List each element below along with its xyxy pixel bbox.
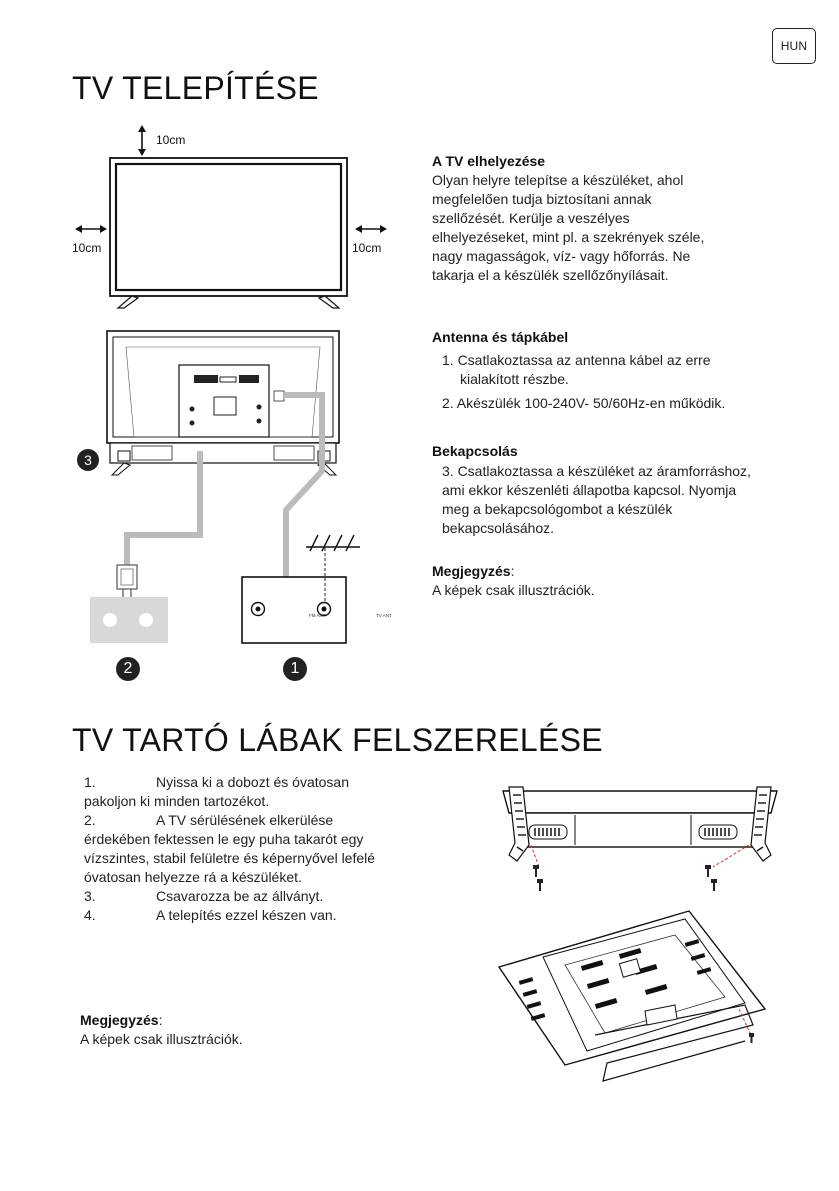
stand-section-title: TV TARTÓ LÁBAK FELSZERELÉSE xyxy=(72,722,603,758)
language-badge: HUN xyxy=(772,28,816,64)
antenna-item: 1. Csatlakoztassa az antenna kábel az erre xyxy=(442,352,711,368)
install-note-block: Megjegyzés: A képek csak illusztrációk. xyxy=(432,562,827,600)
placement-line: takarja el a készülék szellőzőnyílásait. xyxy=(432,267,669,283)
antenna-icon xyxy=(306,535,360,551)
right-clearance-label: 10cm xyxy=(352,241,382,255)
power-socket-icon xyxy=(90,597,168,643)
placement-line: nagy magasságok, víz- vagy hőforrás. Ne xyxy=(432,248,691,264)
fm-port-label: FM ANT xyxy=(309,613,326,618)
power-on-heading: Bekapcsolás xyxy=(432,443,518,459)
step-item-continuation: pakoljon ki minden tartozékot. xyxy=(84,793,270,809)
tv-front-icon xyxy=(110,158,347,308)
step-item-continuation: vízszintes, stabil felületre és képernyővel lefelé xyxy=(84,850,376,866)
tv-connection-diagram xyxy=(74,325,374,695)
step-item-continuation: érdekében fektessen le egy puha takarót egy xyxy=(84,831,364,847)
placement-block xyxy=(432,152,827,285)
stand-steps xyxy=(84,773,444,925)
tv-back-perspective-icon xyxy=(499,911,765,1065)
note-text: A képek csak illusztrációk. xyxy=(432,582,595,598)
placement-line: megfelelően tudja biztosítani annak xyxy=(432,191,652,207)
antenna-item-continuation: kialakított részbe. xyxy=(460,371,569,387)
placement-line: Olyan helyre telepítse a készüléket, ahol xyxy=(432,172,684,188)
placement-line: elhelyezéseket, mint pl. a szekrények széle, xyxy=(432,229,705,245)
screw-icon xyxy=(749,1033,754,1043)
power-on-line: 3. Csatlakoztassa a készüléket az áramforráshoz, xyxy=(442,463,751,479)
power-on-line: meg a bekapcsológombot a készülék xyxy=(442,501,673,517)
antenna-heading: Antenna és tápkábel xyxy=(432,329,569,345)
stand-note-heading: Megjegyzés xyxy=(80,1012,159,1028)
step-item: 4. A telepítés ezzel készen van. xyxy=(84,907,337,923)
power-on-line: bekapcsolásához. xyxy=(442,520,555,536)
antenna-wall-plate-icon xyxy=(242,547,346,643)
right-clearance-arrow xyxy=(355,225,387,233)
stand-note-text: A képek csak illusztrációk. xyxy=(80,1031,243,1047)
step-one-badge: 1 xyxy=(283,657,307,681)
top-clearance-label: 10cm xyxy=(156,133,186,147)
step-item: 1. Nyissa ki a dobozt és óvatosan xyxy=(84,774,349,790)
step-three-badge: 3 xyxy=(77,449,99,471)
left-clearance-arrow xyxy=(75,225,107,233)
screw-icon xyxy=(533,865,717,891)
tv-port-label: TV ANT xyxy=(376,613,392,618)
step-two-badge: 2 xyxy=(116,657,140,681)
stand-note-block: Megjegyzés: A képek csak illusztrációk. xyxy=(80,1011,440,1049)
placement-heading: A TV elhelyezése xyxy=(432,153,546,169)
step-item: 3. Csavarozza be az állványt. xyxy=(84,888,324,904)
stand-mounted-diagram xyxy=(495,905,775,1085)
tv-clearance-diagram xyxy=(60,118,400,318)
power-cable xyxy=(117,451,200,597)
placement-line: szellőzését. Kerülje a veszélyes xyxy=(432,210,630,226)
stand-attach-diagram xyxy=(495,785,785,895)
tv-back-icon xyxy=(107,331,339,475)
power-on-block xyxy=(432,442,832,538)
tv-bottom-edge-icon xyxy=(503,791,777,847)
step-item: 2. A TV sérülésének elkerülése xyxy=(84,812,334,828)
antenna-item: 2. Akészülék 100-240V- 50/60Hz-en működik. xyxy=(442,395,726,411)
install-section-title: TV TELEPÍTÉSE xyxy=(72,70,319,106)
top-clearance-arrow xyxy=(138,125,146,156)
step-item-continuation: óvatosan helyezze rá a készüléket. xyxy=(84,869,302,885)
note-heading: Megjegyzés xyxy=(432,563,511,579)
antenna-block xyxy=(432,328,827,413)
left-clearance-label: 10cm xyxy=(72,241,102,255)
power-on-line: ami ekkor készenléti állapotba kapcsol. Nyomja xyxy=(442,482,737,498)
